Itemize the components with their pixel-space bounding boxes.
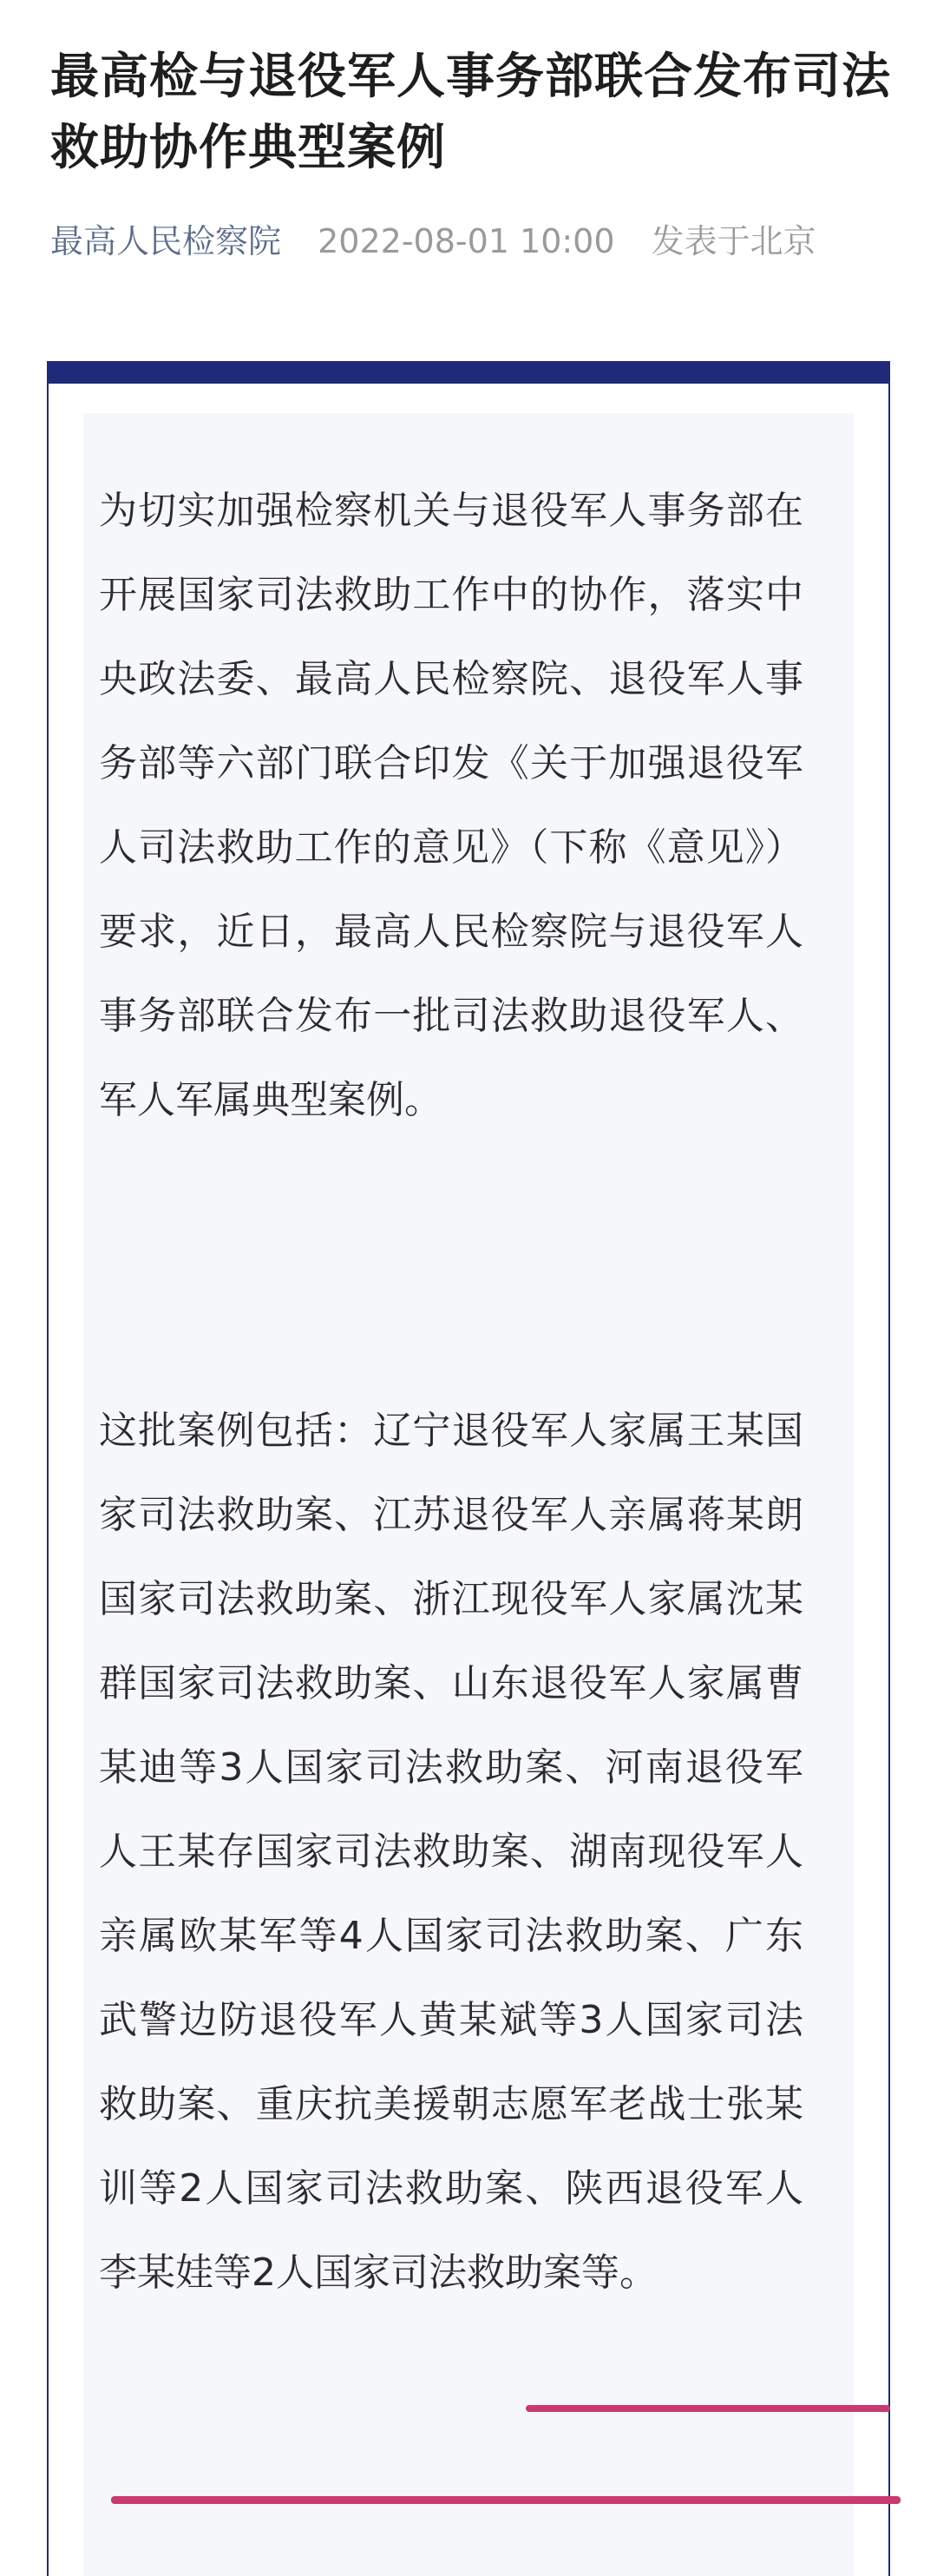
source-link[interactable]: 最高人民检察院 — [50, 222, 282, 260]
card-accent-bar — [49, 361, 888, 384]
publish-datetime: 2022-08-01 10:00 — [318, 222, 615, 260]
paragraph-cases: 这批案例包括：辽宁退役军人家属王某国家司法救助案、江苏退役军人亲属蒋某朗国家司法救助案、浙江现役军人家属沈某群国家司法救助案、山东退役军人家属曹某迪等3人国家司法救助案、河南退役军人王某存国家司法救助案、湖南现役军人亲属欧某军等4人国家司法救助案、广东武警边防退役军人黄某斌等3人国家司法救助案、重庆抗美援朝志愿军老战士张某训等2人国家司法救助案、陕西退役军人李某娃等2人国家司法救助案等。 — [99, 1409, 803, 2295]
highlight-underline-mark — [526, 2405, 890, 2412]
article-title: 最高检与退役军人事务部联合发布司法救助协作典型案例 — [50, 49, 891, 176]
highlight-underline-mark-2 — [111, 2496, 901, 2504]
publish-location: 发表于北京 — [651, 222, 816, 260]
paragraph-intro: 为切实加强检察机关与退役军人事务部在开展国家司法救助工作中的协作，落实中央政法委、最高人民检察院、退役军人事务部等六部门联合印发《关于加强退役军人司法救助工作的意见》（下称《意见》）要求，近日，最高人民检察院与退役军人事务部联合发布一批司法救助退役军人、军人军属典型案例。 — [99, 489, 803, 1122]
article-meta — [50, 215, 918, 267]
